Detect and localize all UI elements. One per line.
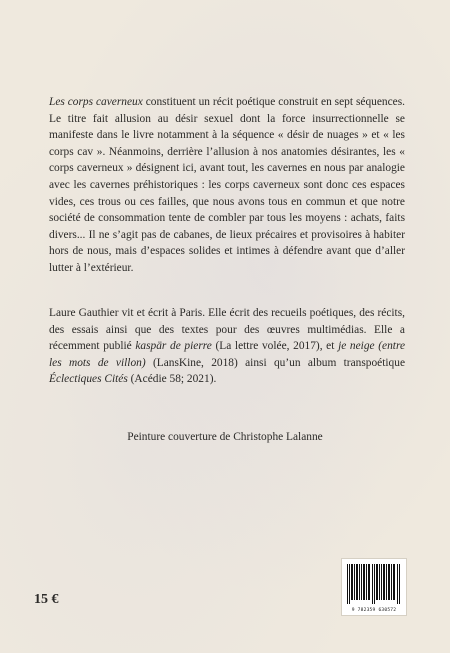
price: 15 € [34, 592, 59, 607]
isbn-digits: 9 782359 630572 [351, 608, 397, 613]
isbn-barcode [341, 558, 407, 616]
barcode-bars [346, 564, 402, 604]
cover-credit: Peinture couverture de Christophe Lalanne [127, 431, 323, 443]
bio-book-1: kaspär de pierre [135, 340, 212, 353]
bio-text-1: Laure Gauthier vit et écrit à Paris. Elle écrit des recueils poétiques, des récits, des essais ainsi que des textes pour des œuvres multimédias. Elle a récemment publié [49, 307, 405, 353]
description-paragraph [49, 94, 405, 277]
bio-text-2: (La lettre volée, 2017), et [211, 340, 339, 353]
bio-text-3: (LansKine, 2018) ainsi qu’un album transpoétique [145, 356, 406, 369]
description-text: constituent un récit poétique construit en sept séquences. Le titre fait allusion au désir sexuel dont la force insurrectionnelle se manifeste dans le livre notamment à la séquence « désir de nuages » et « les corps cav ». Néanmoins, derrière l’allusion à nos anatomies désirantes, les « corps caverneux » désignent ici, avant tout, les cavernes en nous par analogie avec les cavernes préhistoriques : les corps caverneux sont donc ces espaces vides, ces trous ou ces failles, que nous avons tous en commun et que notre société de consommation tente de combler par tous les moyens : achats, faits divers... Il ne s’agit pas de cabanes, de lieux précaires et provisoires à habiter hors de nous, mais d’espaces solides et intimes à défendre avant que d’aller lutter à l’extérieur. [49, 96, 405, 274]
author-bio [49, 305, 405, 388]
bio-book-3: Éclectiques Cités [49, 373, 128, 386]
book-title: Les corps caverneux [49, 96, 143, 108]
bio-book-2: je neige (entre les mots de villon) [49, 340, 406, 369]
bio-text-4: (Acédie 58; 2021). [127, 373, 217, 386]
